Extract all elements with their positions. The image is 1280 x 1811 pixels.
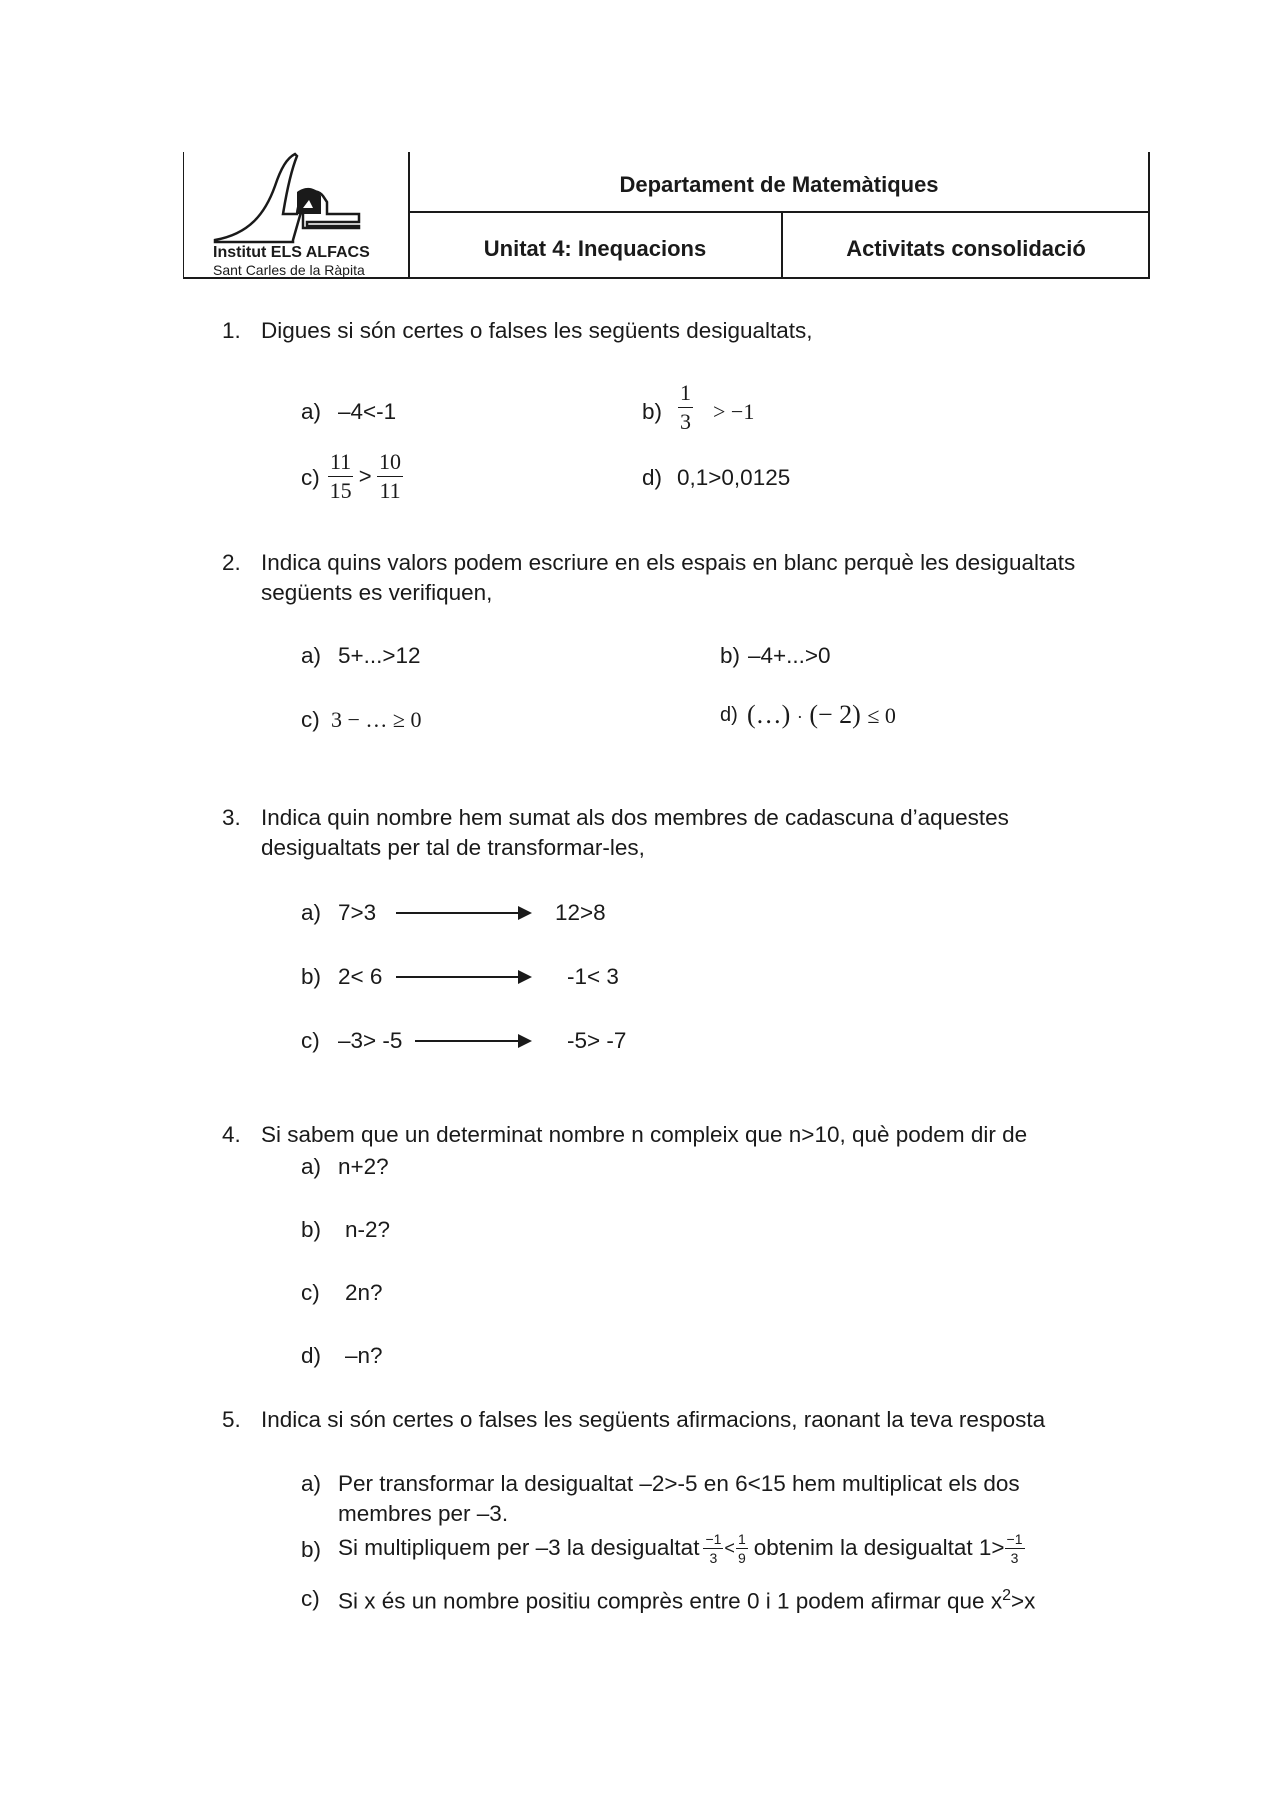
school-location: Sant Carles de la Ràpita bbox=[213, 262, 365, 278]
q5-b-label: b) bbox=[301, 1537, 322, 1562]
q4-d-label: d) bbox=[301, 1343, 322, 1368]
q1-b-den: 3 bbox=[680, 409, 691, 434]
q3-c-from: –3> -5 bbox=[338, 1028, 403, 1053]
school-logo bbox=[209, 152, 379, 248]
q1-c-den2: 11 bbox=[379, 478, 401, 503]
q4-c-expr: 2n? bbox=[345, 1280, 383, 1305]
q2-number: 2. bbox=[222, 550, 241, 575]
q2-d-part2: (− 2) bbox=[809, 700, 861, 729]
q1-c-den1: 15 bbox=[329, 478, 352, 503]
q5-b-statement bbox=[338, 1526, 1025, 1570]
q4-b-label: b) bbox=[301, 1217, 322, 1242]
q3-b-arrow bbox=[396, 976, 530, 978]
q1-b-rest: > −1 bbox=[713, 399, 755, 424]
q1-b-fraction bbox=[678, 382, 693, 433]
q4-d-expr: –n? bbox=[345, 1343, 383, 1368]
q3-c-to: -5> -7 bbox=[567, 1028, 627, 1053]
q2-c-label: c) bbox=[301, 707, 320, 732]
q2-d-part1: (…) bbox=[747, 700, 791, 729]
q3-b-label: b) bbox=[301, 964, 322, 989]
q5-b-mid: obtenim la desigualtat 1> bbox=[753, 1534, 1005, 1560]
q1-c-num1: 11 bbox=[328, 451, 353, 477]
q5-c-post: >x bbox=[1010, 1588, 1036, 1614]
q2-d-expr bbox=[747, 702, 896, 728]
q5-c-sup: 2 bbox=[1002, 1587, 1011, 1604]
q5-b-num2: 1 bbox=[737, 1530, 746, 1547]
header-table bbox=[183, 152, 1149, 279]
q5-c-pre: Si x és un nombre positiu comprès entre 0 i 1 podem afirmar que x bbox=[338, 1588, 1003, 1614]
q2-d-dot: · bbox=[796, 707, 803, 727]
q4-number: 4. bbox=[222, 1122, 241, 1147]
q1-c-expr bbox=[328, 451, 403, 502]
q3-c-label: c) bbox=[301, 1028, 320, 1053]
q5-number: 5. bbox=[222, 1407, 241, 1432]
q2-text-line2: següents es verifiquen, bbox=[261, 580, 493, 605]
unit-title: Unitat 4: Inequacions bbox=[483, 236, 707, 261]
q4-text: Si sabem que un determinat nombre n compleix que n>10, què podem dir de bbox=[261, 1122, 1028, 1147]
department-title: Departament de Matemàtiques bbox=[619, 172, 939, 197]
q2-d-label: d) bbox=[720, 704, 738, 726]
q4-c-label: c) bbox=[301, 1280, 320, 1305]
q2-b-expr: –4+...>0 bbox=[748, 643, 831, 668]
q1-d-label: d) bbox=[642, 465, 663, 490]
q3-c-arrow bbox=[415, 1040, 530, 1042]
q3-text-line1: Indica quin nombre hem sumat als dos membres de cadascuna d’aquestes bbox=[261, 805, 1009, 830]
activity-title: Activitats consolidació bbox=[846, 236, 1086, 261]
q1-a-label: a) bbox=[301, 399, 322, 424]
q5-b-num3: −1 bbox=[1006, 1530, 1023, 1547]
q3-b-to: -1< 3 bbox=[567, 964, 619, 989]
q4-b-expr: n-2? bbox=[345, 1217, 391, 1242]
q2-b-label: b) bbox=[720, 643, 741, 668]
q5-a-line1: Per transformar la desigualtat –2>-5 en 6<15 hem multiplicat els dos bbox=[338, 1471, 1020, 1496]
q5-c-statement bbox=[338, 1588, 1035, 1613]
q5-a-line2: membres per –3. bbox=[338, 1501, 509, 1526]
q1-c-num2: 10 bbox=[377, 451, 403, 477]
q2-a-expr: 5+...>12 bbox=[338, 643, 421, 668]
q3-number: 3. bbox=[222, 805, 241, 830]
q5-b-den1: 3 bbox=[709, 1549, 718, 1566]
q1-c-label: c) bbox=[301, 465, 320, 490]
q1-d-expr: 0,1>0,0125 bbox=[677, 465, 791, 490]
q4-a-label: a) bbox=[301, 1154, 322, 1179]
q1-text: Digues si són certes o falses les següents desigualtats, bbox=[261, 318, 813, 343]
q2-d-part3: ≤ 0 bbox=[867, 703, 896, 728]
q1-number: 1. bbox=[222, 318, 241, 343]
q5-text: Indica si són certes o falses les següents afirmacions, raonant la teva resposta bbox=[261, 1407, 1046, 1432]
q2-a-label: a) bbox=[301, 643, 322, 668]
q3-a-arrow bbox=[396, 912, 530, 914]
q1-b-label: b) bbox=[642, 399, 663, 424]
school-name: Institut ELS ALFACS bbox=[213, 244, 370, 261]
q5-b-den3: 3 bbox=[1010, 1549, 1019, 1566]
q5-a-label: a) bbox=[301, 1471, 322, 1496]
q3-b-from: 2< 6 bbox=[338, 964, 383, 989]
header-divider-horizontal bbox=[408, 211, 1149, 213]
q2-text-line1: Indica quins valors podem escriure en els espais en blanc perquè les desigualtats bbox=[261, 550, 1076, 575]
q5-b-op: < bbox=[724, 1538, 735, 1558]
q2-c-expr: 3 − … ≥ 0 bbox=[331, 707, 422, 732]
header-left-border bbox=[183, 152, 184, 279]
q3-a-to: 12>8 bbox=[555, 900, 606, 925]
q5-c-label: c) bbox=[301, 1586, 320, 1611]
q1-a-expr: –4<-1 bbox=[338, 399, 397, 424]
q4-a-expr: n+2? bbox=[338, 1154, 389, 1179]
q1-c-op: > bbox=[358, 463, 372, 489]
q5-b-den2: 9 bbox=[737, 1549, 746, 1566]
q3-text-line2: desigualtats per tal de transformar-les, bbox=[261, 835, 645, 860]
q5-b-pre: Si multipliquem per –3 la desigualtat bbox=[338, 1534, 700, 1560]
q1-b-num: 1 bbox=[678, 382, 693, 408]
q3-a-label: a) bbox=[301, 900, 322, 925]
q5-b-num1: −1 bbox=[705, 1530, 722, 1547]
q3-a-from: 7>3 bbox=[338, 900, 377, 925]
